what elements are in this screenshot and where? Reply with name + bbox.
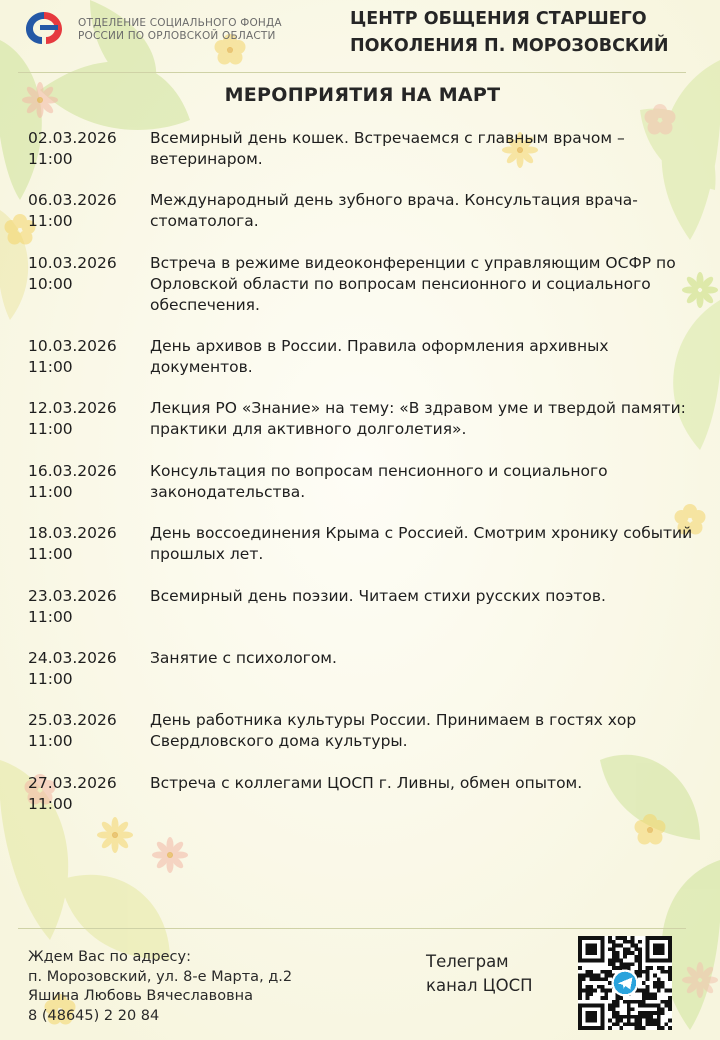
event-description: Лекция РО «Знание» на тему: «В здравом уме и твердой памяти: практики для активного долголетия».: [150, 399, 686, 438]
qr-code-icon[interactable]: [578, 936, 672, 1030]
telegram-line1: Телеграм: [426, 952, 509, 971]
event-time: 11:00: [28, 545, 73, 563]
telegram-line2: канал ЦОСП: [426, 976, 533, 995]
event-date: 25.03.2026: [28, 711, 117, 729]
event-date: 16.03.2026: [28, 462, 117, 480]
event-time: 11:00: [28, 150, 73, 168]
address-intro: Ждем Вас по адресу:: [28, 949, 191, 965]
event-time: 11:00: [28, 212, 73, 230]
event-date: 02.03.2026: [28, 129, 117, 147]
event-time: 11:00: [28, 732, 73, 750]
telegram-icon: [611, 969, 638, 996]
event-time: 11:00: [28, 795, 73, 813]
event-description: Консультация по вопросам пенсионного и социального законодательства.: [150, 462, 608, 501]
address-street: п. Морозовский, ул. 8-е Марта, д.2: [28, 968, 293, 985]
event-time: 10:00: [28, 275, 73, 293]
org-name-line2: РОССИИ ПО ОРЛОВСКОЙ ОБЛАСТИ: [78, 30, 276, 42]
org-name-line1: ОТДЕЛЕНИЕ СОЦИАЛЬНОГО ФОНДА: [78, 17, 282, 29]
contact-person: Яшина Любовь Вячеславовна: [28, 988, 253, 1004]
event-date: 23.03.2026: [28, 587, 117, 605]
event-time: 11:00: [28, 608, 73, 626]
event-description: Международный день зубного врача. Консультация врача-стоматолога.: [150, 191, 638, 230]
event-time: 11:00: [28, 483, 73, 501]
telegram-channel-label: [426, 950, 566, 998]
event-description: Всемирный день поэзии. Читаем стихи русских поэтов.: [150, 587, 606, 605]
header-divider: [18, 72, 686, 73]
event-description: Встреча в режиме видеоконференции с управляющим ОСФР по Орловской области по вопросам пенсионного и социального обеспечения.: [150, 254, 676, 314]
event-date: 06.03.2026: [28, 191, 117, 209]
center-title: [350, 6, 710, 60]
contact-address: [28, 948, 358, 1026]
center-title-line2: ПОКОЛЕНИЯ П. МОРОЗОВСКИЙ: [350, 36, 669, 56]
event-description: День архивов в России. Правила оформления архивных документов.: [150, 337, 609, 376]
org-name: [78, 17, 308, 43]
event-date: 10.03.2026: [28, 254, 117, 272]
event-time: 11:00: [28, 420, 73, 438]
event-date: 18.03.2026: [28, 524, 117, 542]
event-description: Занятие с психологом.: [150, 649, 337, 667]
event-time: 11:00: [28, 670, 73, 688]
event-date: 24.03.2026: [28, 649, 117, 667]
event-description: Встреча с коллегами ЦОСП г. Ливны, обмен опытом.: [150, 774, 583, 792]
footer-divider: [18, 928, 686, 929]
event-date: 10.03.2026: [28, 337, 117, 355]
center-title-line1: ЦЕНТР ОБЩЕНИЯ СТАРШЕГО: [350, 9, 647, 29]
event-date: 12.03.2026: [28, 399, 117, 417]
event-description: Всемирный день кошек. Встречаемся с главным врачом – ветеринаром.: [150, 129, 625, 168]
sfr-logo-icon: [18, 8, 70, 48]
page-title: МЕРОПРИЯТИЯ НА МАРТ: [224, 84, 501, 106]
event-time: 11:00: [28, 358, 73, 376]
contact-phone: 8 (48645) 2 20 84: [28, 1007, 160, 1024]
event-date: 27.03.2026: [28, 774, 117, 792]
event-description: День воссоединения Крыма с Россией. Смотрим хронику событий прошлых лет.: [150, 524, 693, 563]
event-description: День работника культуры России. Принимаем в гостях хор Свердловского дома культуры.: [150, 711, 637, 750]
